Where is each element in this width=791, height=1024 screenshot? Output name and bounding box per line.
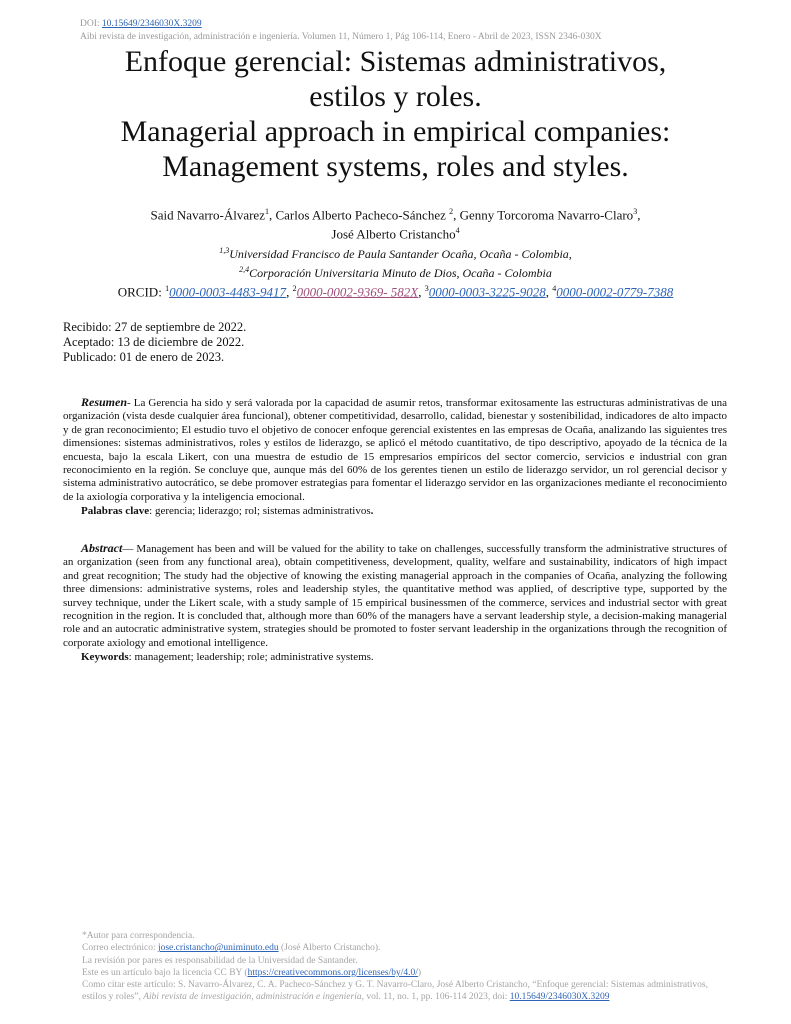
citation-text: Como citar este artículo: S. Navarro-Álvarez, C. A. Pacheco-Sánchez y G. T. Navarro-Claro, José Alberto Cristancho, “Enfoque gerencial: Sistemas administrativos, estilos y roles”, — [82, 980, 708, 1003]
abstract-paragraph — [63, 542, 727, 650]
license-line — [82, 967, 732, 979]
keywords — [63, 651, 727, 664]
journal-line: Aibi revista de investigación, administración e ingeniería. Volumen 11, Número 1, Pág 106-114, Enero - Abril de 2023, ISSN 2346-030X — [80, 32, 602, 42]
article-titles — [40, 44, 751, 184]
author-3: Genny Torcoroma Navarro-Claro — [459, 207, 634, 223]
license-link[interactable]: https://creativecommons.org/licenses/by/4.0/ — [247, 967, 418, 978]
title-en-line-1: Managerial approach in empirical companies: — [120, 115, 671, 148]
orcid-label: ORCID: — [117, 283, 166, 299]
orcid-3-sup: 3 — [424, 283, 429, 293]
email-link[interactable]: jose.cristancho@uniminuto.edu — [157, 943, 279, 954]
abstract-text: — Management has been and will be valued for the ability to take on challenges, successfully transform the administrative structures of an organization (seen from any functional area), obtain competitiveness, development, quality, welfare and sustainability, indicators of high impact and great recognition; The study had the objective of knowing the existing managerial approach in the companies of Ocaña, analyzing the following three dimensions: administrative systems, roles and leadership styles, the quantitative method was applied, of descriptive type, supported by the survey technique, under the Likert scale, with a study sample of 15 empirical businessmen of the commerce, services and industrial sector with great recognition in the region. It is concluded that, although more than 60% of the managers have a servant leadership style, a decision-making managerial role and an autocratic administrative system, strategies should be promoted to foster servant leadership in the organizations through the recognition of corporate axiology and emotional intelligence. — [63, 543, 727, 649]
corresponding-note: *Autor para correspondencia. — [82, 931, 195, 941]
dates-block — [63, 320, 246, 365]
authors-block — [40, 204, 751, 300]
date-received: Recibido: 27 de septiembre de 2022. — [63, 320, 247, 334]
doi-link[interactable]: 10.15649/2346030X.3209 — [101, 19, 202, 29]
title-es-line-2: estilos y roles. — [309, 80, 482, 113]
author-sep: , — [637, 207, 641, 223]
palabras-clave — [63, 505, 727, 518]
date-accepted: Aceptado: 13 de diciembre de 2022. — [63, 335, 245, 349]
affiliation-1 — [40, 243, 751, 262]
orcid-2-sup: 2 — [292, 283, 297, 293]
keywords-label: Keywords — [81, 651, 129, 664]
affiliation-1-sup: 1,3 — [219, 245, 230, 255]
citation-note — [82, 979, 732, 1004]
orcid-link-3[interactable]: 0000-0003-3225-9028 — [428, 283, 546, 299]
resumen-paragraph — [63, 396, 727, 504]
title-es-line-1: Enfoque gerencial: Sistemas administrativos, — [124, 45, 667, 78]
page-header — [80, 18, 602, 44]
author-1-sup: 1 — [264, 207, 269, 216]
orcid-link-1[interactable]: 0000-0003-4483-9417 — [169, 283, 287, 299]
citation-doi-link[interactable]: 10.15649/2346030X.3209 — [509, 992, 610, 1003]
date-published: Publicado: 01 de enero de 2023. — [63, 350, 225, 364]
author-1: Said Navarro-Álvarez — [150, 207, 265, 223]
author-3-sup: 3 — [633, 207, 638, 216]
citation-journal: Aibi revista de investigación, administración e ingeniería — [143, 992, 362, 1003]
author-4: José Alberto Cristancho — [331, 226, 456, 242]
affiliation-2-sup: 2,4 — [239, 264, 250, 274]
review-note: La revisión por pares es responsabilidad de la Universidad de Santander. — [82, 955, 358, 966]
author-names-line-1 — [40, 204, 751, 223]
author-sep: , — [268, 207, 276, 223]
email-label: Correo electrónico: — [82, 943, 158, 954]
email-owner: (José Alberto Cristancho). — [278, 943, 381, 954]
license-close: ) — [417, 967, 422, 978]
orcid-1-sup: 1 — [165, 283, 170, 293]
affiliation-2 — [40, 262, 751, 281]
doi-label: DOI: — [80, 19, 102, 29]
author-2: Carlos Alberto Pacheco-Sánchez — [275, 207, 450, 223]
orcid-4-sup: 4 — [552, 283, 557, 293]
palabras-clave-end: . — [370, 505, 374, 518]
author-sep: , — [453, 207, 460, 223]
palabras-clave-text: : gerencia; liderazgo; rol; sistemas administrativos — [149, 505, 371, 518]
orcid-link-2[interactable]: 0000-0002-9369- 582X — [296, 283, 419, 299]
resumen-section — [63, 396, 727, 519]
license-text: Este es un artículo bajo la licencia CC BY ( — [82, 967, 248, 978]
resumen-label: Resumen — [81, 395, 128, 409]
affiliation-2-text: Corporación Universitaria Minuto de Dios, Ocaña - Colombia — [249, 265, 552, 280]
resumen-text: - La Gerencia ha sido y será valorada por la capacidad de asumir retos, transformar exitosamente las estructuras administrativas de una organización (vista desde cualquier área funcional), obtener competitividad, desarrollo, calidad, bienestar y sostenibilidad, indicadores de alto impacto y de gran reconocimiento; El estudio tuvo el objetivo de conocer enfoque gerencial existentes en las empresas de Ocaña, analizando las siguientes tres dimensiones: sistemas administrativos, roles y estilos de liderazgo, se aplicó el método cuantitativo, de tipo descriptivo, apoyado de la técnica de la encuesta, bajo la escala Likert, con una muestra de estudio de 15 empresarios empíricos del sector comercio, servicios e industrial con gran reconocimiento en la región. Se concluye que, aunque más del 60% de los gerentes tienen un estilo de liderazgo servidor, un rol gerencial decisor y sistema administrativo autocrático, se debe promover estrategias para fomentar el liderazgo servidor en las organizaciones mediante el reconocimiento de la axiología corporativa y la inteligencia emocional. — [63, 397, 727, 503]
email-line — [82, 942, 732, 954]
abstract-label: Abstract — [81, 541, 123, 555]
title-en-line-2: Management systems, roles and styles. — [162, 150, 629, 183]
palabras-clave-label: Palabras clave — [81, 505, 150, 518]
author-names-line-2 — [40, 223, 751, 242]
author-2-sup: 2 — [449, 207, 454, 216]
doi-line — [80, 18, 602, 31]
orcid-line: ORCID: $^1$0000-0003-4483-9417, $^2$0000-0002-9369- 582X, $^3$0000-0003-3225-9028, $^4$0000-0002-0779-7388 — [117, 283, 674, 299]
keywords-text: : management; leadership; role; administrative systems. — [128, 651, 374, 664]
affiliation-1-text: Universidad Francisco de Paula Santander Ocaña, Ocaña - Colombia, — [229, 246, 572, 261]
abstract-section — [63, 542, 727, 665]
author-4-sup: 4 — [455, 226, 460, 236]
page-footer — [82, 930, 732, 1004]
citation-details: , vol. 11, no. 1, pp. 106-114 2023, doi: — [361, 992, 510, 1003]
orcid-link-4[interactable]: 0000-0002-0779-7388 — [556, 283, 674, 299]
